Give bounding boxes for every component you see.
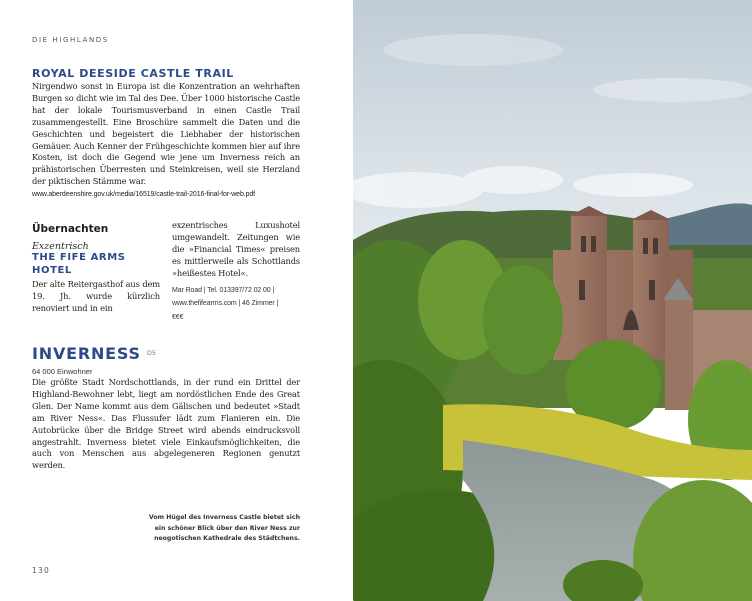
running-head: DIE HIGHLANDS [32, 36, 109, 44]
overnight-column-left [32, 223, 160, 315]
photo-caption: Vom Hügel des Inverness Castle bietet sich ein schöner Blick über den River Ness zur neogotischen Kathedrale des Städtchens. [148, 514, 300, 542]
overnight-column-right [172, 220, 300, 324]
castle-trail-text: Nirgendwo sonst in Europa ist die Konzentration an wehrhaften Burgen so dicht wie im Tal des Dee. Über 1000 historische Castle hat der lokale Tourismusverband in einen Castle Trail zusammengestellt. Eine Broschüre sammelt die Daten und die Geschichten und begeistert die Liebhaber der historischen Gemäuer. Auch Kenner der Frühgeschichte kommen hier auf ihre Kosten, ist doch die Gegend wie jene um Inverness reich an prähistorischen Überresten und Steinkreisen, weil sie Herzland der piktischen Stämme war. [32, 81, 300, 187]
inverness-text: Die größte Stadt Nordschottlands, in der rund ein Drittel der Highland-Bewohner lebt, liegt am nordöstlichen Ende des Great Glen. Der Name kommt aus dem Gälischen und bedeutet »Stadt am River Ness«. Das Flussufer lädt zum Flanieren ein. Die Autobrücke über die Bridge Street wird abends eindrucksvoll angestrahlt. Inverness bietet viele Einkaufsmöglichkeiten, die auch von Menschen aus abgelegeneren Regionen genutzt werden. [32, 377, 300, 471]
city-population: 64 000 Einwohner [32, 367, 93, 376]
page-number: 130 [32, 566, 50, 575]
map-grid-reference: D5 [146, 349, 156, 357]
hotel-description-start: Der alte Reitergasthof aus dem 19. Jh. wurde kürzlich renoviert und in ein [32, 279, 160, 313]
hotel-price: €€€ [172, 313, 184, 321]
city-name: INVERNESS [32, 344, 141, 363]
inverness-cathedral-photo [353, 0, 752, 601]
hotel-website[interactable]: www.thefifearms.com | 46 Zimmer | [172, 300, 279, 308]
castle-trail-section [32, 81, 300, 201]
overnight-heading: Übernachten [32, 223, 109, 235]
hotel-name: THE FIFE ARMS HOTEL [32, 252, 126, 276]
castle-trail-title: ROYAL DEESIDE CASTLE TRAIL [32, 67, 234, 80]
hotel-details [172, 284, 300, 325]
inverness-heading [32, 344, 156, 363]
text-page [0, 0, 352, 601]
hotel-kicker: Exzentrisch [32, 241, 89, 252]
hotel-address: Mar Road | Tel. 013397/72 02 00 | [172, 286, 275, 294]
hotel-description-end: exzentrisches Luxushotel umgewandelt. Zeitungen wie die »Financial Times« preisen es mittlerweile als Schottlands »heißestes Hotel«. [172, 220, 300, 278]
castle-trail-url[interactable]: www.aberdeenshire.gov.uk/media/16519/castle-trail-2016-final-for-web.pdf [32, 191, 256, 199]
